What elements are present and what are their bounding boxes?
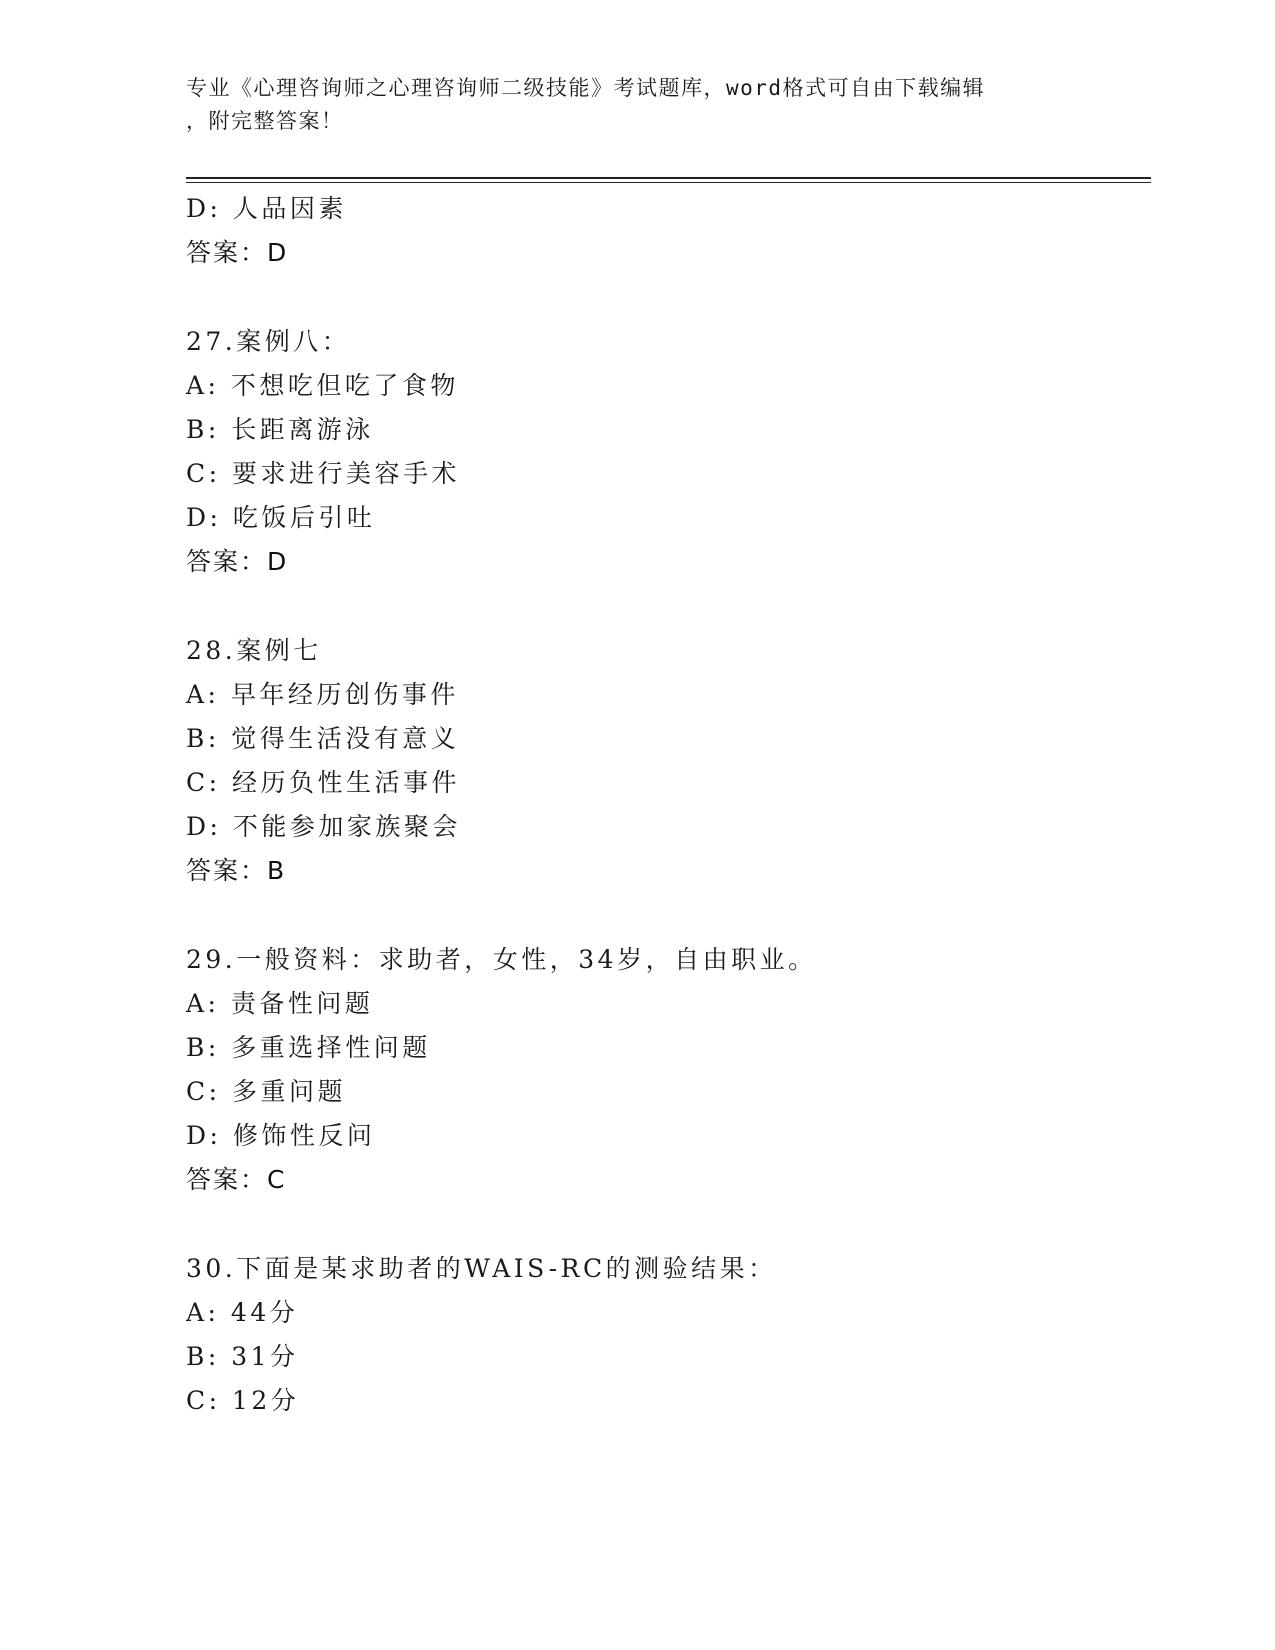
header-divider-thin: [186, 182, 1151, 183]
document-header: [186, 72, 1066, 138]
q28-option-d: D: 不能参加家族聚会: [186, 812, 461, 841]
q29-answer: 答案：C: [186, 1165, 287, 1194]
q28-option-a: A: 早年经历创伤事件: [186, 680, 459, 709]
q27-option-a: A: 不想吃但吃了食物: [186, 371, 459, 400]
q27-option-c: C: 要求进行美容手术: [186, 459, 460, 488]
q30-stem: 30.下面是某求助者的WAIS-RC的测验结果：: [186, 1254, 777, 1283]
q28-answer: 答案：B: [186, 856, 287, 885]
q30-option-b: B: 31分: [186, 1342, 299, 1371]
q29-option-c: C: 多重问题: [186, 1077, 346, 1106]
q30-option-c: C: 12分: [186, 1386, 300, 1415]
header-line-1: 专业《心理咨询师之心理咨询师二级技能》考试题库，word格式可自由下载编辑: [186, 76, 986, 100]
q27-option-d: D: 吃饭后引吐: [186, 503, 376, 532]
q26-option-d: D: 人品因素: [186, 194, 347, 223]
q27-answer: 答案：D: [186, 547, 289, 576]
q28-option-c: C: 经历负性生活事件: [186, 768, 460, 797]
q29-option-d: D: 修饰性反问: [186, 1121, 376, 1150]
header-line-2: ，附完整答案！: [186, 109, 344, 133]
q29-option-b: B: 多重选择性问题: [186, 1033, 431, 1062]
q27-option-b: B: 长距离游泳: [186, 415, 374, 444]
q29-stem: 29.一般资料：求助者，女性，34岁，自由职业。: [186, 945, 817, 974]
q27-stem: 27.案例八：: [186, 327, 351, 356]
q28-option-b: B: 觉得生活没有意义: [186, 724, 460, 753]
q26-answer: 答案：D: [186, 238, 289, 267]
header-divider-thick: [186, 177, 1151, 179]
q30-option-a: A: 44分: [186, 1298, 299, 1327]
q28-stem: 28.案例七: [186, 636, 322, 665]
q29-option-a: A: 责备性问题: [186, 989, 374, 1018]
